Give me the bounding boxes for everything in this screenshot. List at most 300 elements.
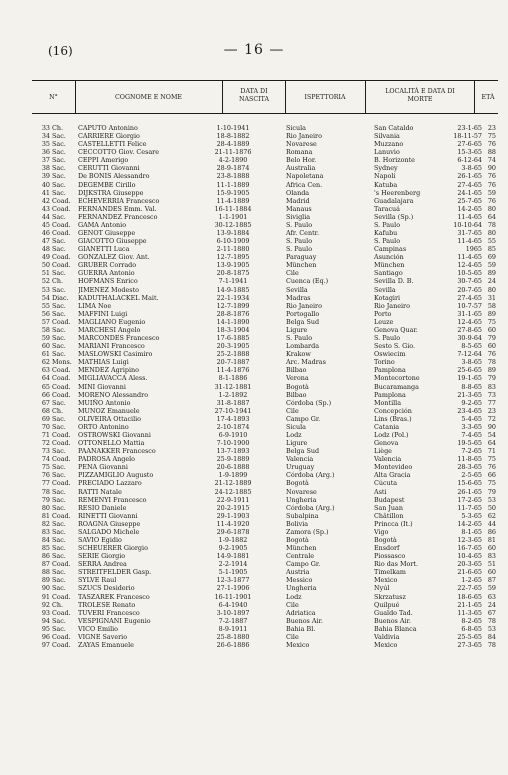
religious-title: Ch. bbox=[52, 124, 64, 132]
table-row bbox=[0, 229, 508, 237]
inspectorate: Manaus bbox=[286, 204, 312, 213]
death-date: 6-8-65 bbox=[461, 624, 482, 633]
religious-title: Coad. bbox=[52, 196, 71, 205]
birth-date: 6-4-1940 bbox=[218, 600, 248, 609]
birth-date: 18-8-1882 bbox=[216, 132, 250, 141]
age: 87 bbox=[487, 576, 496, 585]
age: 86 bbox=[487, 527, 496, 536]
religious-title: Coad. bbox=[52, 253, 71, 262]
birth-date: 24-12-1885 bbox=[214, 487, 252, 496]
death-date: 16-7-65 bbox=[457, 544, 482, 553]
age: 75 bbox=[487, 132, 496, 141]
table-row bbox=[0, 431, 508, 439]
inspectorate: Afr. Centr. bbox=[286, 229, 320, 238]
birth-date: 25-8-1880 bbox=[216, 632, 250, 641]
birth-date: 21-11-1876 bbox=[214, 148, 252, 157]
table-row bbox=[0, 124, 508, 132]
death-place: München bbox=[374, 261, 405, 270]
entry-number: 91 bbox=[41, 592, 50, 601]
table-row bbox=[0, 552, 508, 560]
age: 71 bbox=[487, 447, 496, 456]
death-place: Napoli bbox=[374, 172, 396, 181]
table-row bbox=[0, 447, 508, 455]
entry-number: 44 bbox=[41, 212, 50, 221]
death-place: Pamplona bbox=[374, 390, 406, 399]
death-date: 18-11-57 bbox=[453, 132, 482, 141]
entry-number: 61 bbox=[41, 350, 50, 359]
age: 44 bbox=[487, 519, 496, 528]
table-row bbox=[0, 576, 508, 584]
birth-date: 16-11-1884 bbox=[214, 204, 252, 213]
inspectorate: Bogotà bbox=[286, 535, 309, 544]
birth-date: 5-1-1905 bbox=[218, 568, 248, 577]
birth-date: 22-9-1911 bbox=[216, 495, 250, 504]
age: 79 bbox=[487, 334, 496, 343]
death-date: 27-8-65 bbox=[457, 325, 482, 334]
death-place: Alta Gracia bbox=[374, 471, 411, 480]
birth-date: 20-2-1915 bbox=[216, 503, 250, 512]
death-date: 1-2-65 bbox=[461, 576, 482, 585]
inspectorate: Mexico bbox=[286, 641, 310, 649]
full-name: MUNOZ Emanuele bbox=[78, 406, 140, 415]
religious-title: Sac. bbox=[52, 535, 66, 544]
age: 54 bbox=[487, 430, 496, 439]
entry-number: 76 bbox=[41, 471, 50, 480]
inspectorate: Bahia Bl. bbox=[286, 624, 316, 633]
death-date: 10-5-65 bbox=[457, 269, 482, 278]
table-row bbox=[0, 294, 508, 302]
full-name: REMENYI Francesco bbox=[78, 495, 147, 504]
death-date: 26-1-65 bbox=[457, 172, 482, 181]
col-header-birthdate: DATA DI NASCITA bbox=[238, 88, 270, 103]
entry-number: 41 bbox=[41, 188, 50, 197]
entry-number: 97 bbox=[41, 641, 50, 649]
col-header-place-death: LOCALITÀ E DATA DI MORTE bbox=[385, 88, 455, 103]
death-place: Campinas bbox=[374, 245, 407, 254]
full-name: SALGADO Michele bbox=[78, 527, 140, 536]
death-date: 11-8-65 bbox=[457, 455, 482, 464]
inspectorate: Córdoba (Arg.) bbox=[286, 503, 335, 512]
birth-date: 12-7-1895 bbox=[216, 253, 250, 262]
birth-date: 30-12-1885 bbox=[214, 220, 252, 229]
death-date: 8-8-65 bbox=[461, 382, 482, 391]
death-date: 28-3-65 bbox=[457, 463, 482, 472]
birth-date: 27-1-1906 bbox=[216, 584, 250, 593]
full-name: PAANAKKER Francesco bbox=[78, 447, 156, 456]
age: 24 bbox=[487, 600, 496, 609]
birth-date: 8-1-1886 bbox=[218, 374, 248, 383]
full-name: GIANETTI Luca bbox=[78, 245, 130, 254]
age: 53 bbox=[487, 495, 496, 504]
inspectorate: Arc. Madras bbox=[286, 358, 326, 367]
religious-title: Sac. bbox=[52, 180, 66, 189]
religious-title: Sac. bbox=[52, 471, 66, 480]
birth-date: 1-9-1882 bbox=[218, 535, 248, 544]
full-name: ZAYAS Emanuele bbox=[78, 641, 134, 649]
full-name: SZUCS Desiderio bbox=[78, 584, 135, 593]
birth-date: 7-2-1887 bbox=[218, 616, 248, 625]
entry-number: 46 bbox=[41, 229, 50, 238]
age: 78 bbox=[487, 358, 496, 367]
death-place: Concepción bbox=[374, 406, 412, 415]
inspectorate: Napoletana bbox=[286, 172, 324, 181]
death-place: Genova Quar. bbox=[374, 325, 418, 334]
birth-date: 11-4-1920 bbox=[216, 519, 250, 528]
death-date: 23-1-65 bbox=[457, 124, 482, 132]
age: 62 bbox=[487, 511, 496, 520]
full-name: DEGEMBE Cirillo bbox=[78, 180, 136, 189]
age: 23 bbox=[487, 406, 496, 415]
full-name: De BONIS Alessandro bbox=[78, 172, 150, 181]
age: 76 bbox=[487, 180, 496, 189]
inspectorate: Campo Gr. bbox=[286, 560, 321, 569]
religious-title: Sac. bbox=[52, 584, 66, 593]
inspectorate: Paraguay bbox=[286, 253, 317, 262]
death-date: 20-3-65 bbox=[457, 560, 482, 569]
religious-title: Sac. bbox=[52, 568, 66, 577]
table-row bbox=[0, 463, 508, 471]
entry-number: 70 bbox=[41, 422, 50, 431]
age: 60 bbox=[487, 568, 496, 577]
entry-number: 67 bbox=[41, 398, 50, 407]
age: 83 bbox=[487, 552, 496, 561]
full-name: TUVERI Francesco bbox=[78, 608, 140, 617]
inspectorate: München bbox=[286, 261, 317, 270]
death-date: 12-3-65 bbox=[457, 535, 482, 544]
death-place: Porto bbox=[374, 309, 392, 318]
inspectorate: Cile bbox=[286, 632, 299, 641]
birth-date: 18-3-1904 bbox=[216, 325, 250, 334]
entry-number: 51 bbox=[41, 269, 50, 278]
death-date: 19-1-65 bbox=[457, 374, 482, 383]
religious-title: Sac. bbox=[52, 552, 66, 561]
birth-date: 17-6-1885 bbox=[216, 334, 250, 343]
death-date: 8-5-65 bbox=[461, 342, 482, 351]
age: 74 bbox=[487, 156, 496, 165]
death-place: Buenos Air. bbox=[374, 616, 411, 625]
birth-date: 21-12-1889 bbox=[214, 479, 252, 488]
death-date: 11-4-65 bbox=[457, 237, 482, 246]
religious-title: Mons. bbox=[52, 358, 72, 367]
death-place: Sevilla (Sp.) bbox=[374, 212, 414, 221]
full-name: OSTROWSKI Giovanni bbox=[78, 430, 151, 439]
death-date: 27-4-65 bbox=[457, 180, 482, 189]
religious-title: Sac. bbox=[52, 172, 66, 181]
table-row bbox=[0, 609, 508, 617]
inspectorate: Centrale bbox=[286, 552, 315, 561]
full-name: TASZAREK Francesco bbox=[78, 592, 150, 601]
table-row bbox=[0, 318, 508, 326]
death-place: Lodz (Pol.) bbox=[374, 430, 409, 439]
death-date: 31-1-65 bbox=[457, 309, 482, 318]
full-name: RINETTI Giovanni bbox=[78, 511, 138, 520]
birth-date: 7-10-1900 bbox=[216, 439, 250, 448]
entry-number: 78 bbox=[41, 487, 50, 496]
death-place: Leuze bbox=[374, 317, 394, 326]
entry-number: 53 bbox=[41, 285, 50, 294]
death-date: 27-3-65 bbox=[457, 641, 482, 649]
birth-date: 7-1-1941 bbox=[218, 277, 248, 286]
death-date: 3-8-65 bbox=[461, 164, 482, 173]
full-name: CAPUTO Antonino bbox=[78, 124, 138, 132]
table-row bbox=[0, 237, 508, 245]
inspectorate: S. Paulo bbox=[286, 334, 313, 343]
column-divider bbox=[222, 80, 223, 113]
age: 88 bbox=[487, 148, 496, 157]
table-row bbox=[0, 544, 508, 552]
table-row bbox=[0, 140, 508, 148]
age: 23 bbox=[487, 124, 496, 132]
full-name: DIJKSTRA Giuseppe bbox=[78, 188, 144, 197]
birth-date: 14-9-1885 bbox=[216, 285, 250, 294]
table-row bbox=[0, 512, 508, 520]
birth-date: 14-9-1881 bbox=[216, 552, 250, 561]
religious-title: Coad. bbox=[52, 261, 71, 270]
religious-title: Sac. bbox=[52, 624, 66, 633]
full-name: CASTELLETTI Felice bbox=[78, 140, 147, 149]
inspectorate: Sevilla bbox=[286, 285, 308, 294]
birth-date: 28-8-1876 bbox=[216, 309, 250, 318]
death-date: 9-2-65 bbox=[461, 398, 482, 407]
religious-title: Coad. bbox=[52, 366, 71, 375]
birth-date: 4-2-1890 bbox=[218, 156, 248, 165]
full-name: SYLVE Raul bbox=[78, 576, 117, 585]
religious-title: Sac. bbox=[52, 519, 66, 528]
inspectorate: München bbox=[286, 544, 317, 553]
religious-title: Sac. bbox=[52, 544, 66, 553]
death-date: 27-4-65 bbox=[457, 293, 482, 302]
inspectorate: Verona bbox=[286, 374, 309, 383]
inspectorate: Ligure bbox=[286, 325, 308, 334]
full-name: VESPIGNANI Eugenio bbox=[78, 616, 151, 625]
religious-title: Ch. bbox=[52, 600, 64, 609]
table-row bbox=[0, 601, 508, 609]
full-name: CECCOTTO Giov. Cesare bbox=[78, 148, 159, 157]
full-name: MARIANI Francesco bbox=[78, 342, 145, 351]
inspectorate: S. Paulo bbox=[286, 237, 313, 246]
age: 76 bbox=[487, 463, 496, 472]
death-place: Taracuá bbox=[374, 204, 400, 213]
table-row bbox=[0, 584, 508, 592]
table-row bbox=[0, 593, 508, 601]
entry-number: 73 bbox=[41, 447, 50, 456]
age: 90 bbox=[487, 422, 496, 431]
birth-date: 13-9-1884 bbox=[216, 229, 250, 238]
full-name: PIZZAMIGLIO Augusto bbox=[78, 471, 154, 480]
birth-date: 16-11-1901 bbox=[214, 592, 252, 601]
birth-date: 17-4-1893 bbox=[216, 414, 250, 423]
religious-title: Diac. bbox=[52, 293, 69, 302]
birth-date: 27-10-1941 bbox=[214, 406, 252, 415]
inspectorate: S. Paulo bbox=[286, 245, 313, 254]
religious-title: Coad. bbox=[52, 382, 71, 391]
death-date: 18-6-65 bbox=[457, 592, 482, 601]
entry-number: 75 bbox=[41, 463, 50, 472]
table-top-rule bbox=[32, 80, 498, 81]
birth-date: 29-6-1878 bbox=[216, 527, 250, 536]
table-row bbox=[0, 479, 508, 487]
religious-title: Sac. bbox=[52, 164, 66, 173]
table-row bbox=[0, 350, 508, 358]
birth-date: 28-9-1874 bbox=[216, 164, 250, 173]
religious-title: Sac. bbox=[52, 527, 66, 536]
table-row bbox=[0, 423, 508, 431]
inspectorate: Buenos Air. bbox=[286, 616, 323, 625]
entry-number: 71 bbox=[41, 430, 50, 439]
entry-number: 57 bbox=[41, 317, 50, 326]
religious-title: Sac. bbox=[52, 503, 66, 512]
full-name: GENOT Giuseppe bbox=[78, 229, 136, 238]
full-name: GUERRA Antonio bbox=[78, 269, 135, 278]
death-place: 's Heerenberg bbox=[374, 188, 421, 197]
age: 55 bbox=[487, 237, 496, 246]
full-name: SERIE Giorgio bbox=[78, 552, 126, 561]
inspectorate: Bolivia bbox=[286, 519, 309, 528]
inspectorate: Ungheria bbox=[286, 584, 317, 593]
full-name: ROAGNA Giuseppe bbox=[78, 519, 141, 528]
table-row bbox=[0, 488, 508, 496]
inspectorate: Novarese bbox=[286, 487, 317, 496]
age: 72 bbox=[487, 414, 496, 423]
birth-date: 28-4-1889 bbox=[216, 140, 250, 149]
full-name: MUIÑO Antonio bbox=[78, 398, 131, 407]
table-row bbox=[0, 334, 508, 342]
death-date: 11-7-65 bbox=[457, 503, 482, 512]
table-row bbox=[0, 358, 508, 366]
entry-number: 59 bbox=[41, 334, 50, 343]
death-place: Catania bbox=[374, 422, 400, 431]
birth-date: 20-6-1888 bbox=[216, 463, 250, 472]
inspectorate: Campo Gr. bbox=[286, 414, 321, 423]
table-row bbox=[0, 455, 508, 463]
age: 60 bbox=[487, 544, 496, 553]
table-row bbox=[0, 568, 508, 576]
entry-number: 49 bbox=[41, 253, 50, 262]
death-date: 11-3-65 bbox=[457, 608, 482, 617]
birth-date: 9-2-1905 bbox=[218, 544, 248, 553]
table-row bbox=[0, 245, 508, 253]
birth-date: 11-1-1889 bbox=[216, 180, 250, 189]
death-place: Piossasco bbox=[374, 552, 406, 561]
inspectorate: Bilbao bbox=[286, 366, 307, 375]
table-row bbox=[0, 148, 508, 156]
col-header-inspectorate: ISPETTORIA bbox=[304, 94, 346, 101]
inspectorate: Lombarda bbox=[286, 342, 320, 351]
inspectorate: Belo Hor. bbox=[286, 156, 317, 165]
religious-title: Sac. bbox=[52, 422, 66, 431]
entry-number: 77 bbox=[41, 479, 50, 488]
religious-title: Sac. bbox=[52, 616, 66, 625]
birth-date: 1-10-1941 bbox=[216, 124, 250, 132]
age: 89 bbox=[487, 366, 496, 375]
full-name: VIGNE Saverio bbox=[78, 632, 128, 641]
age: 76 bbox=[487, 172, 496, 181]
death-date: 8-2-65 bbox=[461, 616, 482, 625]
table-row bbox=[0, 197, 508, 205]
death-place: San Juan bbox=[374, 503, 403, 512]
death-place: B. Horizonte bbox=[374, 156, 415, 165]
death-date: 21-6-65 bbox=[457, 568, 482, 577]
religious-title: Sac. bbox=[52, 463, 66, 472]
religious-title: Coad. bbox=[52, 479, 71, 488]
inspectorate: Cile bbox=[286, 406, 299, 415]
inspectorate: Valencia bbox=[286, 455, 314, 464]
age: 59 bbox=[487, 188, 496, 197]
full-name: FERNANDEZ Francesco bbox=[78, 212, 158, 221]
age: 90 bbox=[487, 164, 496, 173]
religious-title: Coad. bbox=[52, 592, 71, 601]
full-name: VICO Emilio bbox=[78, 624, 119, 633]
death-date: 10-7-57 bbox=[457, 301, 482, 310]
birth-date: 31-12-1881 bbox=[214, 382, 252, 391]
entry-number: 40 bbox=[41, 180, 50, 189]
full-name: MARCONDES Francesco bbox=[78, 334, 160, 343]
entry-number: 93 bbox=[41, 608, 50, 617]
death-place: San Cataldo bbox=[374, 124, 414, 132]
death-date: 19-5-65 bbox=[457, 439, 482, 448]
full-name: JIMENEZ Modesto bbox=[78, 285, 139, 294]
religious-title: Sac. bbox=[52, 398, 66, 407]
death-date: 11-4-65 bbox=[457, 212, 482, 221]
age: 73 bbox=[487, 390, 496, 399]
death-place: S. Paulo bbox=[374, 237, 401, 246]
death-place: Valdivia bbox=[374, 632, 400, 641]
entry-number: 68 bbox=[41, 406, 50, 415]
entry-number: 94 bbox=[41, 616, 50, 625]
age: 80 bbox=[487, 229, 496, 238]
entry-number: 58 bbox=[41, 325, 50, 334]
table-row bbox=[0, 205, 508, 213]
entry-number: 63 bbox=[41, 366, 50, 375]
religious-title: Sac. bbox=[52, 576, 66, 585]
entry-number: 39 bbox=[41, 172, 50, 181]
death-place: Montevideo bbox=[374, 463, 413, 472]
full-name: SAVIO Egidio bbox=[78, 535, 122, 544]
death-place: Mexico bbox=[374, 641, 398, 649]
birth-date: 1-9-1899 bbox=[218, 471, 248, 480]
death-place: Bahia Blanca bbox=[374, 624, 417, 633]
inspectorate: Belga Sud bbox=[286, 317, 320, 326]
death-place: Quilpué bbox=[374, 600, 400, 609]
inspectorate: Ungheria bbox=[286, 495, 317, 504]
full-name: PENA Giovanni bbox=[78, 463, 128, 472]
entry-number: 96 bbox=[41, 632, 50, 641]
religious-title: Sac. bbox=[52, 334, 66, 343]
inspectorate: Bogotà bbox=[286, 479, 309, 488]
death-date: 17-2-65 bbox=[457, 495, 482, 504]
death-place: Genova bbox=[374, 439, 399, 448]
death-date: 8-1-65 bbox=[461, 527, 482, 536]
birth-date: 6-10-1909 bbox=[216, 237, 250, 246]
table-row bbox=[0, 286, 508, 294]
death-place: Kafubu bbox=[374, 229, 398, 238]
birth-date: 14-1-1890 bbox=[216, 317, 250, 326]
death-date: 25-7-65 bbox=[457, 196, 482, 205]
inspectorate: Rio Janeiro bbox=[286, 132, 322, 141]
entry-number: 74 bbox=[41, 455, 50, 464]
table-row bbox=[0, 277, 508, 285]
full-name: MAFFINI Luigi bbox=[78, 309, 128, 318]
death-date: 31-7-65 bbox=[457, 229, 482, 238]
death-date: 6-12-64 bbox=[457, 156, 482, 165]
age: 69 bbox=[487, 253, 496, 262]
inspectorate: Portogallo bbox=[286, 309, 320, 318]
age: 83 bbox=[487, 382, 496, 391]
entry-number: 38 bbox=[41, 164, 50, 173]
inspectorate: Austria bbox=[286, 568, 310, 577]
entry-number: 64 bbox=[41, 374, 50, 383]
column-divider bbox=[365, 80, 366, 113]
